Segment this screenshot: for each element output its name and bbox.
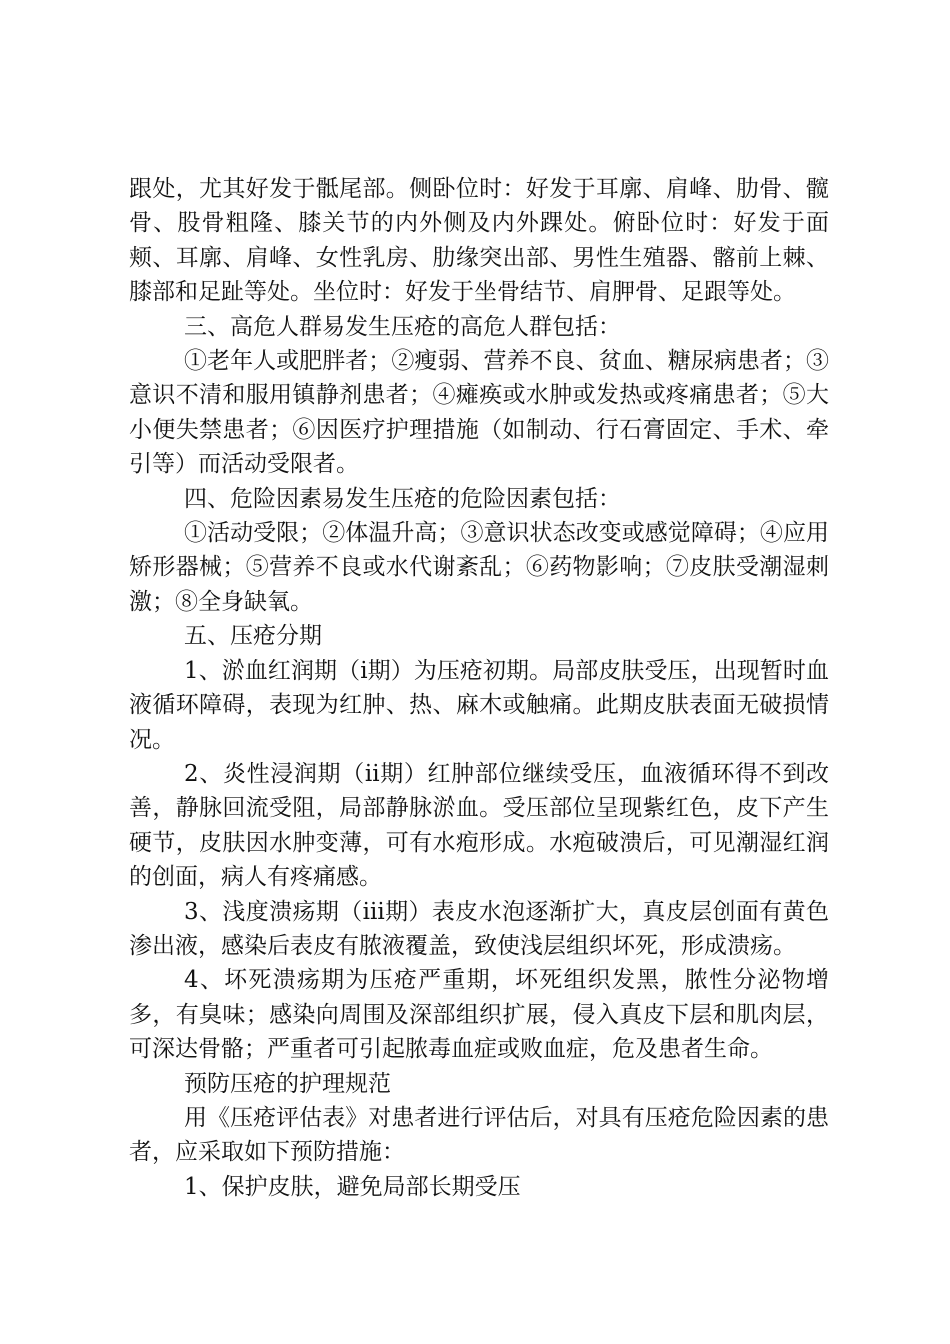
- paragraph-stage-3: 3、浅度溃疡期（iii期）表皮水泡逐渐扩大，真皮层创面有黄色渗出液，感染后表皮有脓液覆盖，致使浅层组织坏死，形成溃疡。: [129, 898, 829, 959]
- paragraph-stage-2: 2、炎性浸润期（ii期）红肿部位继续受压，血液循环得不到改善，静脉回流受阻，局部静脉淤血。受压部位呈现紫红色，皮下产生硬节，皮肤因水肿变薄，可有水疱形成。水疱破溃后，可见潮湿红润的创面，病人有疼痛感。: [129, 760, 829, 891]
- paragraph-prevention-intro: 用《压疮评估表》对患者进行评估后，对具有压疮危险因素的患者，应采取如下预防措施：: [129, 1104, 829, 1166]
- paragraph-risk-factors: ①活动受限；②体温升高；③意识状态改变或感觉障碍；④应用矫形器械；⑤营养不良或水代谢紊乱；⑥药物影响；⑦皮肤受潮湿刺激；⑧全身缺氧。: [129, 520, 829, 615]
- paragraph-stage-1: 1、淤血红润期（i期）为压疮初期。局部皮肤受压，出现暂时血液循环障碍，表现为红肿、热、麻木或触痛。此期皮肤表面无破损情况。: [129, 657, 829, 753]
- paragraph-high-risk-groups: ①老年人或肥胖者；②瘦弱、营养不良、贫血、糖尿病患者；③意识不清和服用镇静剂患者；④瘫痪或水肿或发热或疼痛患者；⑤大小便失禁患者；⑥因医疗护理措施（如制动、行石膏固定、手术、牵引等）而活动受限者。: [129, 348, 829, 478]
- heading-risk-factors: 四、危险因素易发生压疮的危险因素包括：: [184, 485, 621, 512]
- paragraph-pressure-sites: 跟处，尤其好发于骶尾部。侧卧位时：好发于耳廓、肩峰、肋骨、髋骨、股骨粗隆、膝关节的内外侧及内外踝处。俯卧位时：好发于面颊、耳廓、肩峰、女性乳房、肋缘突出部、男性生殖器、髂前上棘、膝部和足趾等处。坐位时：好发于坐骨结节、肩胛骨、足跟等处。: [129, 176, 829, 306]
- document-body: [129, 172, 829, 1204]
- heading-high-risk-groups: 三、高危人群易发生压疮的高危人群包括：: [184, 313, 621, 340]
- paragraph-prevention-item-1: 1、保护皮肤，避免局部长期受压: [184, 1173, 521, 1200]
- heading-staging: 五、压疮分期: [184, 623, 322, 650]
- paragraph-stage-4: 4、坏死溃疡期为压疮严重期，坏死组织发黑，脓性分泌物增多，有臭味；感染向周围及深部组织扩展，侵入真皮下层和肌肉层，可深达骨骼；严重者可引起脓毒血症或败血症，危及患者生命。: [129, 967, 829, 1063]
- heading-prevention: 预防压疮的护理规范: [184, 1070, 391, 1097]
